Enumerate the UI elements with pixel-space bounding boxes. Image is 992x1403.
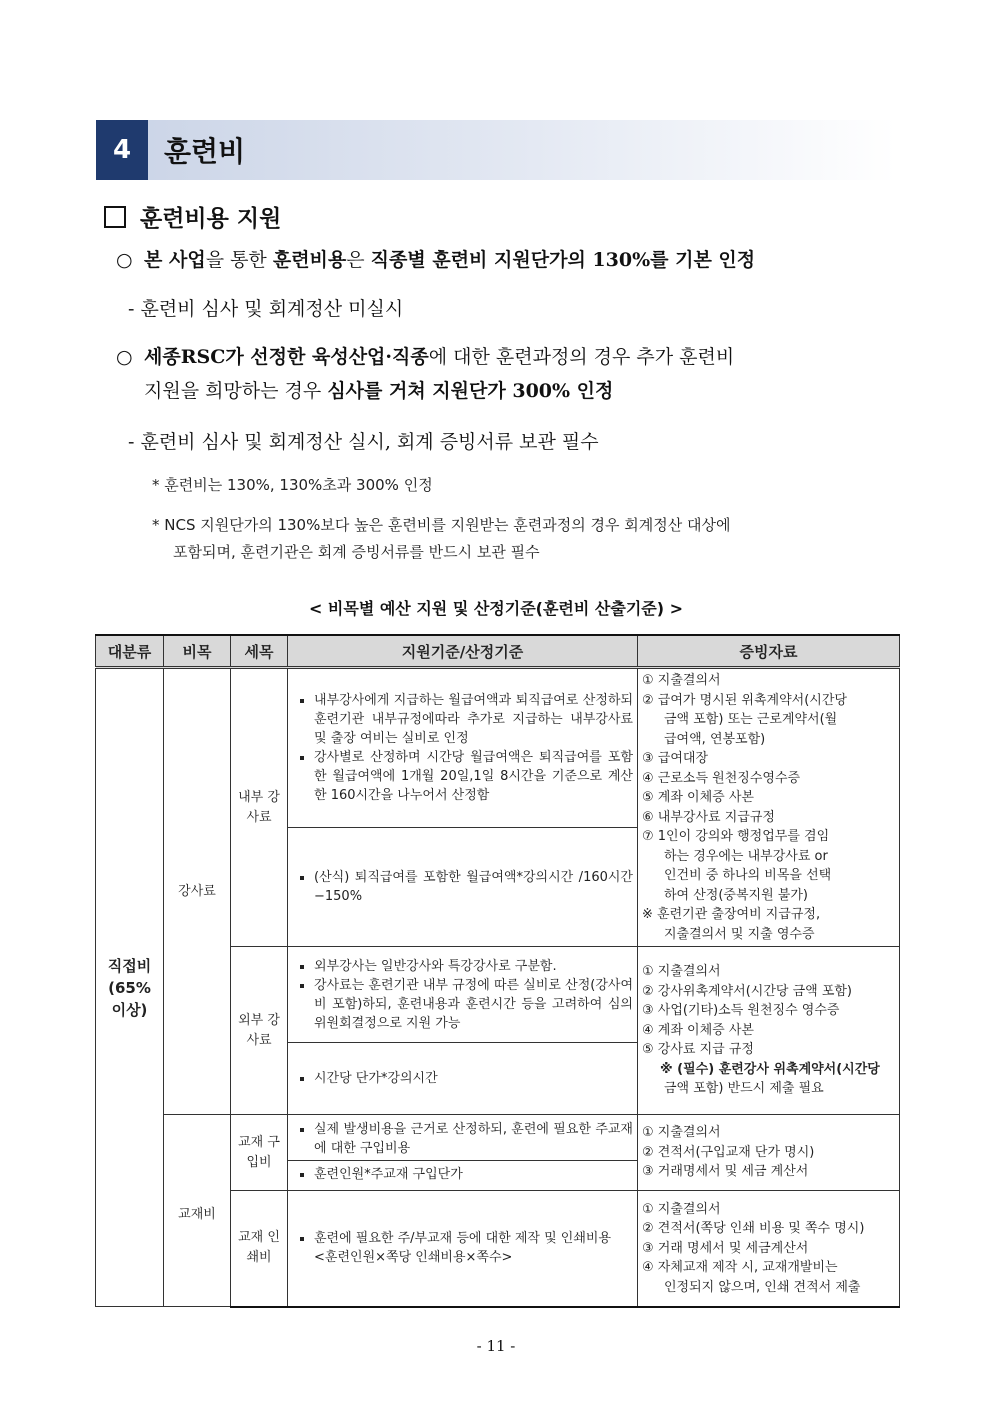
criteria-internal [288, 668, 638, 828]
table-row [96, 668, 900, 828]
evidence-purchase: ① 지출결의서 ② 견적서(구입교재 단가 명시) ③ 거래명세서 및 세금 계산서 [638, 1115, 900, 1191]
subitem-external: 외부 강사료 [231, 947, 288, 1115]
list-item: ▪ 강사료는 훈련기관 내부 규정에 따른 실비로 산정(강사여비 포함)하되, 훈련내용과 훈련시간 등을 고려하여 심의위원회결정으로 지원 가능 [314, 976, 633, 1033]
criteria-printing [288, 1191, 638, 1307]
page-number: - 11 - [476, 1337, 516, 1355]
header-subitem: 세목 [231, 635, 288, 668]
table-title: < 비목별 예산 지원 및 산정기준(훈련비 산출기준) > [308, 599, 684, 618]
list-item: ▪ 실제 발생비용을 근거로 산정하되, 훈련에 필요한 주교재에 대한 구입비용 [314, 1120, 633, 1158]
header-category: 대분류 [96, 635, 164, 668]
section-title: 훈련비 [164, 135, 246, 168]
list-item: ▪ 훈련에 필요한 주/부교재 등에 대한 제작 및 인쇄비용 <훈련인원×쪽당 인쇄비용×쪽수> [314, 1229, 633, 1267]
note-ncs-line1: * NCS 지원단가의 130%보다 높은 훈련비를 지원받는 훈련과정의 경우 회계정산 대상에 [152, 516, 731, 534]
circle-bullet-icon: ○ [116, 249, 133, 271]
header-item: 비목 [164, 635, 231, 668]
subitem-printing: 교재 인쇄비 [231, 1191, 288, 1307]
paragraph-basic-support: ○ 본 사업을 통한 훈련비용은 직종별 훈련비 지원단가의 130%를 기본 인정 [116, 243, 755, 277]
list-item: ▪ 강사별로 산정하며 시간당 월급여액은 퇴직급여를 포함한 월급여액에 1개월 20일,1일 8시간을 기준으로 계산한 160시간을 나누어서 산정함 [314, 748, 633, 805]
item-material: 교재비 [164, 1115, 231, 1307]
evidence-internal: ① 지출결의서 ② 급여가 명시된 위촉계약서(시간당 금액 포함) 또는 근로계약서(월 급여액, 연봉포함) ③ 급여대장 ④ 근로소득 원천징수영수증 ⑤ 계좌 이체증 사본 ⑥ 내부강사료 지급규정 ⑦ 1인이 강의와 행정업무를 겸임 하는 경우에는 내부강사료 or 인건비 중 하나의 비목을 선택 하여 산정(중복지원 불가) ※ 훈련기관 출장여비 지급규정, 지출결의서 및 지출 영수증 [638, 668, 900, 947]
item-lecturer: 강사료 [164, 668, 231, 1115]
list-item: ▪ 시간당 단가*강의시간 [314, 1069, 633, 1088]
dash-item-no-audit: - 훈련비 심사 및 회계정산 미실시 [128, 298, 404, 320]
note-rate: * 훈련비는 130%, 130%초과 300% 인정 [152, 476, 433, 494]
criteria-external [288, 947, 638, 1043]
note-ncs-line2: 포함되며, 훈련기관은 회계 증빙서류를 반드시 보관 필수 [173, 543, 540, 561]
subsection-heading [104, 200, 281, 233]
list-item: ▪ 훈련인원*주교재 구입단가 [314, 1165, 633, 1184]
dash-item-audit-required: - 훈련비 심사 및 회계정산 실시, 회계 증빙서류 보관 필수 [128, 431, 599, 453]
circle-bullet-icon: ○ [116, 346, 133, 368]
list-item: ▪ (산식) 퇴직급여를 포함한 월급여액*강의시간 /160시간−150% [314, 868, 633, 906]
subitem-purchase: 교재 구입비 [231, 1115, 288, 1191]
subsection-heading-text: 훈련비용 지원 [140, 206, 282, 232]
section-number: 4 [96, 120, 148, 180]
list-item: ▪ 내부강사에게 지급하는 월급여액과 퇴직급여로 산정하되 훈련기관 내부규정에따라 추가로 지급하는 내부강사료 및 출장 여비는 실비로 인정 [314, 691, 633, 748]
category-cell: 직접비 (65% 이상) [96, 668, 164, 1307]
criteria-internal-formula [288, 828, 638, 947]
subitem-internal: 내부 강사료 [231, 668, 288, 947]
criteria-external-formula [288, 1043, 638, 1115]
evidence-printing: ① 지출결의서 ② 견적서(쪽당 인쇄 비용 및 쪽수 명시) ③ 거래 명세서 및 세금계산서 ④ 자체교재 제작 시, 교재개발비는 인정되지 않으며, 인쇄 견적서 제출 [638, 1191, 900, 1307]
header-evidence: 증빙자료 [638, 635, 900, 668]
criteria-purchase [288, 1115, 638, 1191]
table-row [96, 1115, 900, 1191]
list-item: ▪ 외부강사는 일반강사와 특강강사로 구분함. [314, 957, 633, 976]
header-criteria: 지원기준/산정기준 [288, 635, 638, 668]
section-header [96, 120, 896, 180]
checkbox-square-icon [104, 206, 126, 228]
table-header-row [96, 635, 900, 668]
paragraph-additional-support: ○ 세종RSC가 선정한 육성산업·직종에 대한 훈련과정의 경우 추가 훈련비 지원을 희망하는 경우 심사를 거쳐 지원단가 300% 인정 [116, 340, 898, 408]
evidence-external: ① 지출결의서 ② 강사위촉계약서(시간당 금액 포함) ③ 사업(기타)소득 원천징수 영수증 ④ 계좌 이체증 사본 ⑤ 강사료 지급 규정 ※ (필수) 훈련강사 위촉계약서(시간당 금액 포함) 반드시 제출 필요 [638, 947, 900, 1115]
budget-table [95, 634, 900, 1308]
